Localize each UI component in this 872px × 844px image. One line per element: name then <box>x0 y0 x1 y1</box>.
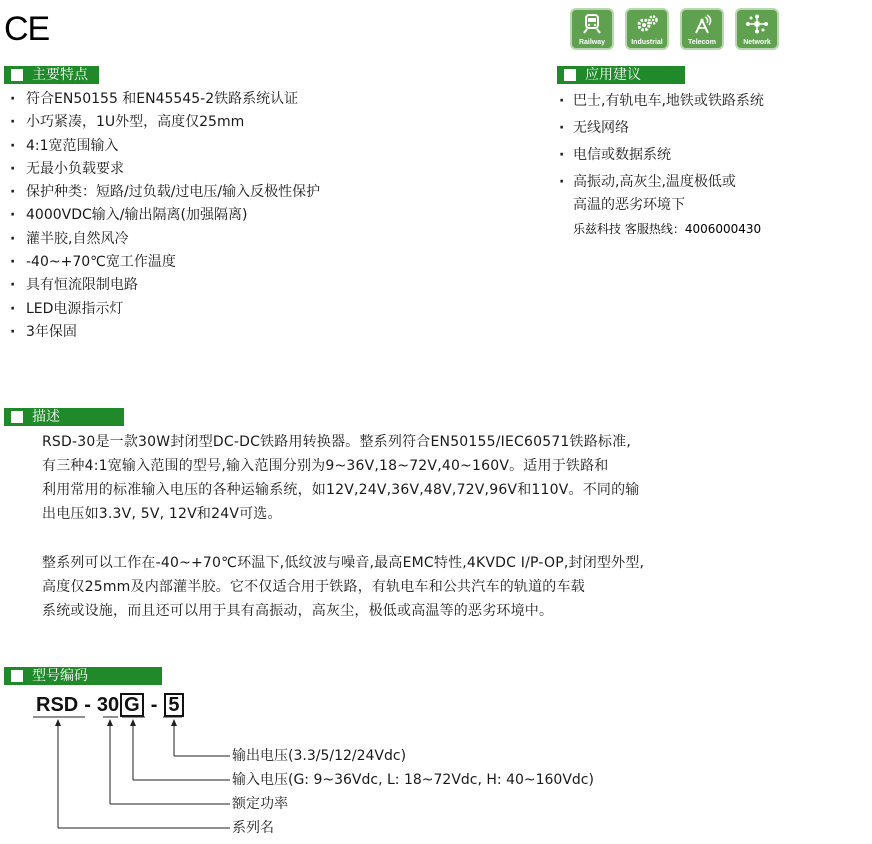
legend-input-voltage: 输入电压(G: 9~36Vdc, L: 18~72Vdc, H: 40~160Vdc) <box>232 772 594 788</box>
list-item: · 具有恒流限制电路 <box>4 274 320 297</box>
ce-mark-logo: CE <box>4 10 50 48</box>
sector-label: Industrial <box>631 39 663 46</box>
applications-continuation: 高温的恶劣环境下 <box>573 197 685 213</box>
list-item: · 4000VDC输入/输出隔离(加强隔离) <box>4 204 320 227</box>
list-item: · 4:1宽范围输入 <box>4 135 320 158</box>
list-item: · -40~+70℃宽工作温度 <box>4 251 320 274</box>
model-code-title: 型号编码 <box>32 668 88 684</box>
text-line: RSD-30是一款30W封闭型DC-DC铁路用转换器。整系列符合EN50155/IEC60571铁路标准, <box>42 434 631 450</box>
list-item: · 巴士,有轨电车,地铁或铁路系统 <box>557 88 764 115</box>
text-line: 整系列可以工作在-40~+70℃环温下,低纹波与噪音,最高EMC特性,4KVDC I/P-OP,封闭型外型, <box>42 555 645 571</box>
sector-label: Telecom <box>688 39 716 46</box>
sector-label: Network <box>743 39 771 46</box>
list-item: · 无线网络 <box>557 115 764 142</box>
list-item: · 保护种类：短路/过负载/过电压/输入反极性保护 <box>4 181 320 204</box>
list-item: · 小巧紧凑，1U外型，高度仅25mm <box>4 111 320 134</box>
list-item: · 高振动,高灰尘,温度极低或 <box>557 169 764 196</box>
description-title: 描述 <box>32 409 60 425</box>
code-dash: - <box>84 694 91 716</box>
code-output: 5 <box>164 693 183 717</box>
list-item: · 3年保固 <box>4 321 320 344</box>
code-series: RSD <box>36 694 79 716</box>
list-item: · 符合EN50155 和EN45545-2铁路系统认证 <box>4 88 320 111</box>
text-line: 高度仅25mm及内部灌半胶。它不仅适合用于铁路，有轨电车和公共汽车的轨道的车载 <box>42 579 585 595</box>
text-line: 出电压如3.3V, 5V, 12V和24V可选。 <box>42 506 282 522</box>
legend-rated-power: 额定功率 <box>232 796 288 812</box>
text-line: 系统或设施，而且还可以用于具有高振动，高灰尘，极低或高温等的恶劣环境中。 <box>42 603 554 619</box>
text-line: 有三种4:1宽输入范围的型号,输入范围分别为9~36V,18~72V,40~160V。适用于铁路和 <box>42 458 609 474</box>
hotline-text: 乐兹科技 客服热线：4006000430 <box>573 222 762 236</box>
code-power: 30 <box>96 694 120 716</box>
code-input: G <box>120 693 144 717</box>
applications-title: 应用建议 <box>585 67 641 83</box>
code-dash: - <box>150 694 158 716</box>
list-item: · 无最小负载要求 <box>4 158 320 181</box>
list-item: · LED电源指示灯 <box>4 298 320 321</box>
legend-series-name: 系列名 <box>232 820 274 836</box>
list-item: · 灌半胶,自然风冷 <box>4 228 320 251</box>
text-line: 利用常用的标准输入电压的各种运输系统，如12V,24V,36V,48V,72V,96V和110V。不同的输 <box>42 482 640 498</box>
sector-label: Railway <box>578 39 606 46</box>
list-item: · 电信或数据系统 <box>557 142 764 169</box>
legend-output-voltage: 输出电压(3.3/5/12/24Vdc) <box>232 748 407 764</box>
features-title: 主要特点 <box>32 67 88 83</box>
